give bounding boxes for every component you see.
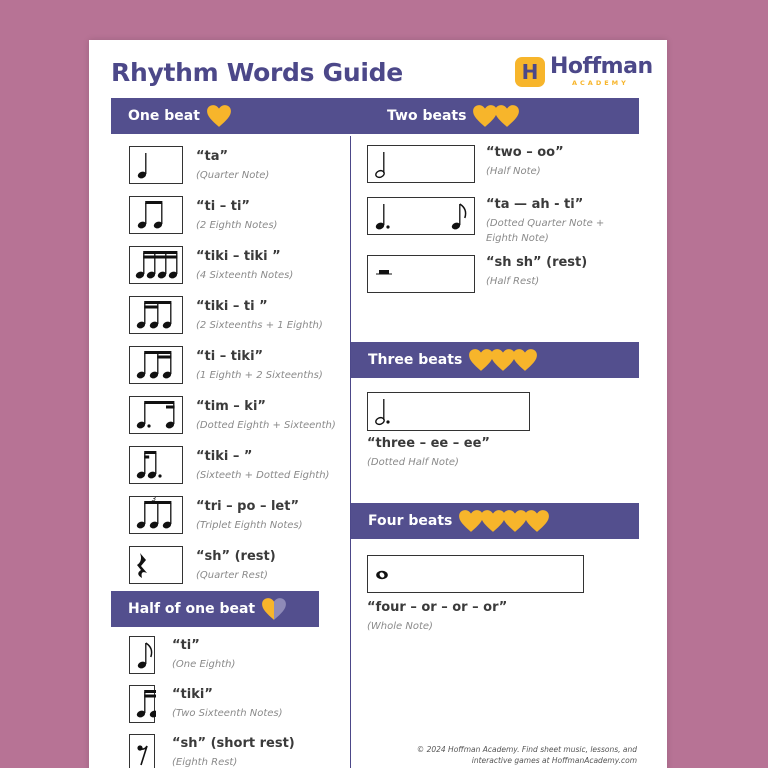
half-heart-icon bbox=[261, 597, 287, 621]
logo-name: Hoffman bbox=[550, 54, 653, 79]
rhythm-word: “four – or – or – or” bbox=[367, 600, 508, 615]
half-beat-header bbox=[111, 591, 319, 627]
three-beats-header bbox=[351, 342, 639, 378]
two-sixteenths-icon bbox=[129, 685, 155, 723]
rhythm-description: (Quarter Note) bbox=[196, 170, 270, 181]
heart-icons bbox=[206, 104, 228, 128]
column-divider bbox=[350, 136, 351, 768]
rhythm-word: “tri – po – let” bbox=[196, 499, 299, 514]
heart-icon bbox=[494, 104, 520, 128]
rhythm-word: “ti – ti” bbox=[196, 199, 250, 214]
rhythm-word: “sh” (rest) bbox=[196, 549, 276, 564]
eighth-note-icon bbox=[129, 636, 155, 674]
rhythm-description: (Two Sixteenth Notes) bbox=[172, 708, 283, 719]
heart-icons bbox=[458, 509, 546, 533]
rhythm-description: (Sixteeth + Dotted Eighth) bbox=[196, 470, 330, 481]
heart-icon bbox=[524, 509, 550, 533]
rhythm-description: (One Eighth) bbox=[172, 659, 236, 670]
rhythm-word: “ta” bbox=[196, 149, 229, 164]
four-beats-header bbox=[351, 503, 639, 539]
three-beats-label: Three beats bbox=[368, 352, 463, 368]
rhythm-description: (Eighth Rest) bbox=[172, 757, 238, 768]
sixteenth-dotted-eighth-icon bbox=[129, 446, 183, 484]
heart-icon bbox=[512, 348, 538, 372]
two-beats-header bbox=[351, 98, 639, 134]
logo-subtitle: ACADEMY bbox=[572, 79, 629, 87]
rhythm-description: (2 Sixteenths + 1 Eighth) bbox=[196, 320, 323, 331]
rhythm-description: (2 Eighth Notes) bbox=[196, 220, 278, 231]
footer-line-1: © 2024 Hoffman Academy. Find sheet music, lessons, and bbox=[416, 745, 637, 754]
dotted-quarter-eighth-icon bbox=[367, 197, 475, 235]
half-note-icon bbox=[367, 145, 475, 183]
rhythm-description: (Dotted Quarter Note + Eighth Note) bbox=[486, 218, 605, 244]
sixteenths-eighth-icon bbox=[129, 296, 183, 334]
rhythm-word: “tiki – ti ” bbox=[196, 299, 268, 314]
eighth-rest-icon bbox=[129, 734, 155, 768]
heart-icons bbox=[472, 104, 516, 128]
four-sixteenths-icon bbox=[129, 246, 183, 284]
rhythm-word: “tiki” bbox=[172, 687, 213, 702]
dotted-eighth-sixteenth-icon bbox=[129, 396, 183, 434]
hoffman-academy-logo bbox=[515, 54, 653, 90]
rhythm-word: “tim – ki” bbox=[196, 399, 266, 414]
logo-mark: H bbox=[515, 57, 545, 87]
rhythm-description: (Dotted Half Note) bbox=[367, 457, 459, 468]
page-title: Rhythm Words Guide bbox=[111, 58, 403, 87]
rhythm-word: “ta — ah - ti” bbox=[486, 197, 584, 212]
rhythm-word: “ti – tiki” bbox=[196, 349, 264, 364]
rhythm-word: “ti” bbox=[172, 638, 200, 653]
rhythm-description: (Triplet Eighth Notes) bbox=[196, 520, 303, 531]
rhythm-word: “two – oo” bbox=[486, 145, 564, 160]
rhythm-description: (Dotted Eighth + Sixteenth) bbox=[196, 420, 336, 431]
half-beat-label: Half of one beat bbox=[128, 601, 256, 617]
two-beats-label: Two beats bbox=[387, 108, 467, 124]
heart-icons bbox=[261, 597, 283, 621]
rhythm-description: (Half Rest) bbox=[486, 276, 540, 287]
half-rest-icon bbox=[367, 255, 475, 293]
eighth-sixteenths-icon bbox=[129, 346, 183, 384]
rhythm-description: (Quarter Rest) bbox=[196, 570, 268, 581]
copyright-footer bbox=[389, 744, 637, 766]
rhythm-word: “sh” (short rest) bbox=[172, 736, 295, 751]
one-beat-header bbox=[111, 98, 351, 134]
dotted-half-note-icon bbox=[367, 392, 530, 431]
two-eighths-icon bbox=[129, 196, 183, 234]
heart-icon bbox=[206, 104, 232, 128]
footer-line-2: interactive games at HoffmanAcademy.com bbox=[471, 756, 637, 765]
rhythm-description: (Whole Note) bbox=[367, 621, 433, 632]
rhythm-word: “tiki – ” bbox=[196, 449, 253, 464]
worksheet-page bbox=[89, 40, 667, 768]
one-beat-label: One beat bbox=[128, 108, 200, 124]
rhythm-word: “sh sh” (rest) bbox=[486, 255, 588, 270]
rhythm-description-line2: Eighth Note) bbox=[486, 233, 549, 244]
rhythm-word: “three – ee – ee” bbox=[367, 436, 490, 451]
quarter-rest-icon bbox=[129, 546, 183, 584]
rhythm-description: (1 Eighth + 2 Sixteenths) bbox=[196, 370, 323, 381]
rhythm-description: (Half Note) bbox=[486, 166, 541, 177]
rhythm-word: “tiki – tiki ” bbox=[196, 249, 281, 264]
whole-note-icon bbox=[367, 555, 584, 593]
triplet-icon bbox=[129, 496, 183, 534]
rhythm-description: (4 Sixteenth Notes) bbox=[196, 270, 294, 281]
four-beats-label: Four beats bbox=[368, 513, 453, 529]
heart-icons bbox=[468, 348, 534, 372]
quarter-note-icon bbox=[129, 146, 183, 184]
svg-text:3: 3 bbox=[151, 497, 157, 503]
